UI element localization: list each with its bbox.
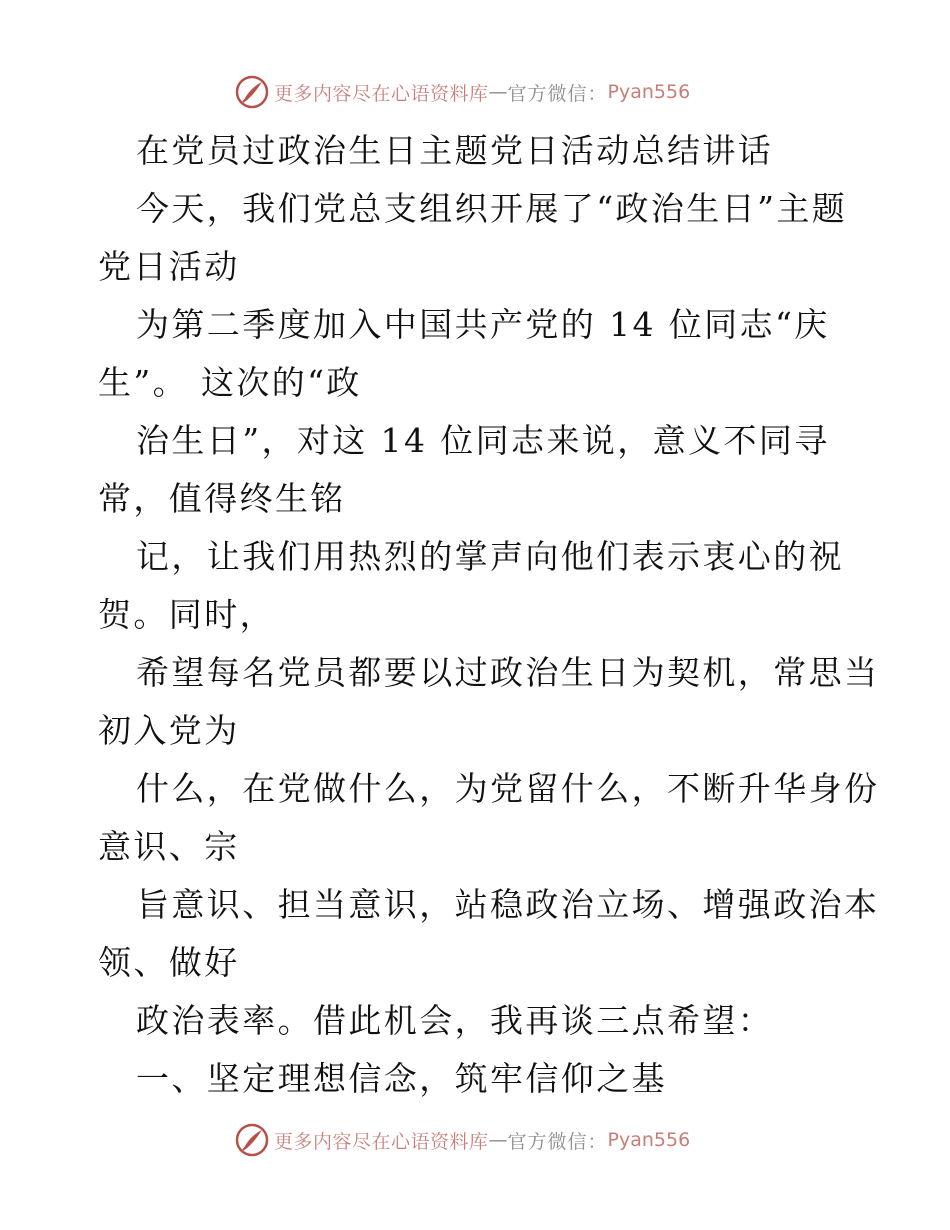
doc-line: 政治表率。借此机会，我再谈三点希望： (136, 1001, 774, 1040)
doc-line: 什么，在党做什么，为党留什么，不断升华身份 (136, 769, 880, 808)
watermark-dash: — (488, 1129, 508, 1151)
watermark-id: Pyan556 (607, 1129, 691, 1151)
doc-line: 治生日”，对这 14 位同志来说，意义不同寻 (136, 421, 830, 460)
doc-line: 常，值得终生铭 (98, 479, 346, 518)
watermark-dash: — (488, 81, 508, 103)
doc-line: 希望每名党员都要以过政治生日为契机，常思当 (136, 653, 880, 692)
header-watermark (234, 72, 690, 112)
watermark-prefix: 更多内容尽在心语资料库 (274, 82, 489, 105)
document-body (98, 122, 880, 1108)
doc-title: 在党员过政治生日主题党日活动总结讲话 (136, 131, 774, 170)
doc-line: 贺。同时， (98, 595, 275, 634)
doc-line: 领、做好 (98, 943, 240, 982)
section-heading: 一、坚定理想信念，筑牢信仰之基 (136, 1059, 667, 1098)
doc-line: 旨意识、担当意识，站稳政治立场、增强政治本 (136, 885, 880, 924)
doc-line: 初入党为 (98, 711, 240, 750)
watermark-prefix: 更多内容尽在心语资料库 (274, 1130, 489, 1153)
watermark-suffix: 官方微信： (507, 82, 608, 105)
quill-logo-icon (234, 74, 270, 110)
doc-line: 记，让我们用热烈的掌声向他们表示衷心的祝 (136, 537, 844, 576)
watermark-suffix: 官方微信： (507, 1130, 608, 1153)
doc-line: 生”。 这次的“政 (98, 363, 362, 402)
doc-line: 为第二季度加入中国共产党的 14 位同志“庆 (136, 305, 830, 344)
doc-line: 今天，我们党总支组织开展了“政治生日”主题 (136, 189, 848, 228)
doc-line: 意识、宗 (98, 827, 240, 866)
watermark-id: Pyan556 (607, 81, 691, 103)
quill-logo-icon (234, 1122, 270, 1158)
doc-line: 党日活动 (98, 247, 240, 286)
footer-watermark (234, 1120, 690, 1160)
